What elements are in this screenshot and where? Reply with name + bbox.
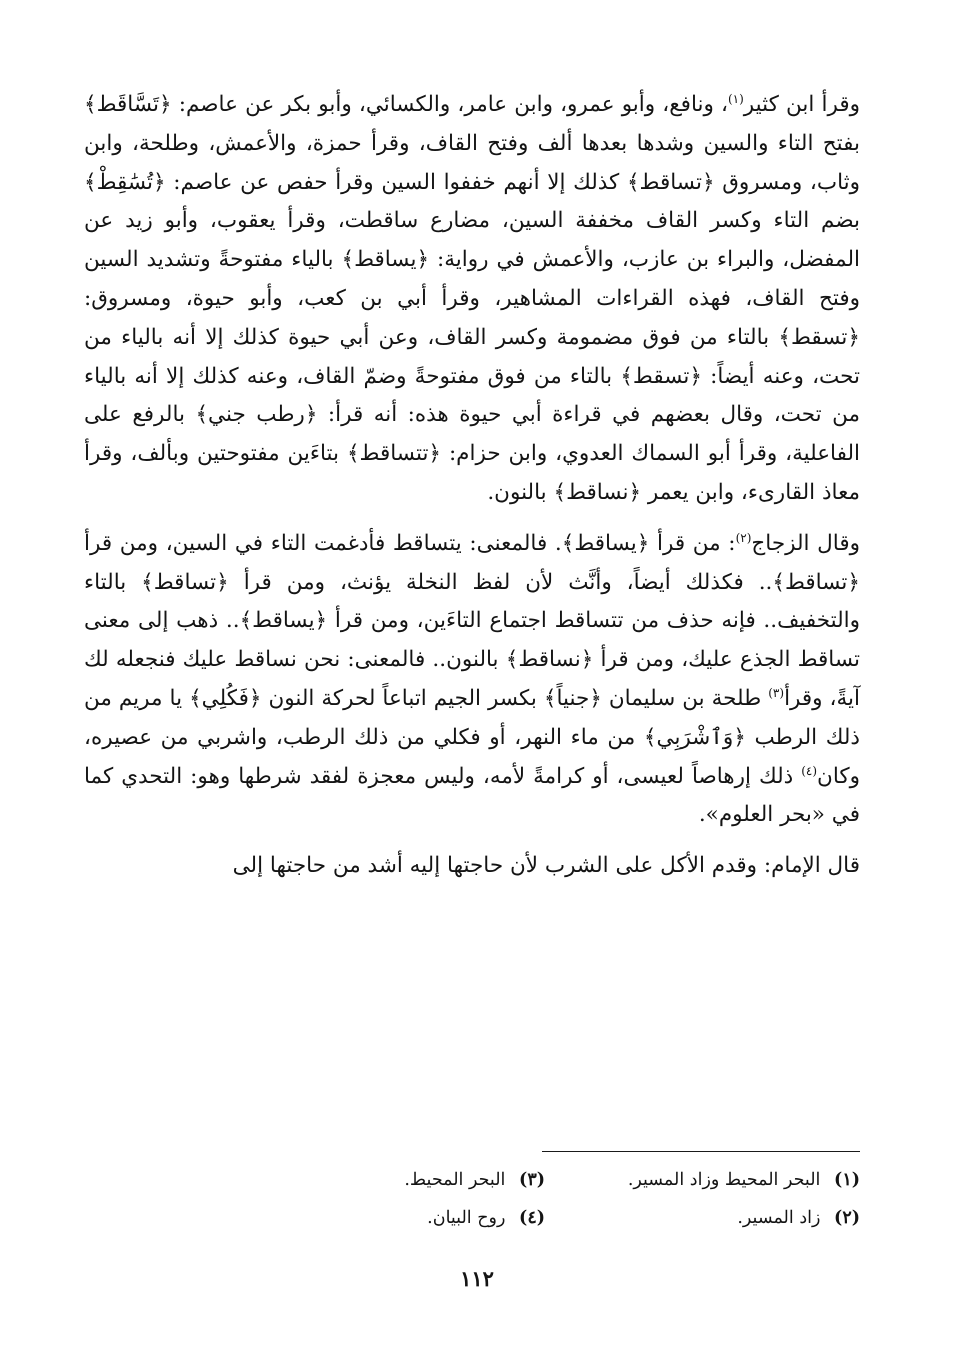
paragraph-imam: قال الإمام: وقدم الأكل على الشرب لأن حاجتها إليه أشد من حاجتها إلى (232, 853, 860, 879)
footnote-text: روح البيان. (427, 1208, 506, 1228)
footnote-ref: (٢) (735, 530, 752, 545)
footnote-ref: (٣) (768, 685, 785, 700)
footnote-item (545, 1204, 860, 1232)
footnote-number: (١) (834, 1170, 860, 1190)
paragraph-text: ، ونافع، وأبو عمرو، وابن عامر، والكسائي، وأبو بكر عن عاصم: ﴿تَسَّاقَط﴾ بفتح التاء والسين وشدها بعدها ألف وفتح القاف، وقرأ حمزة، والأعمش، وطلحة، وابن وثاب، ومسروق ﴿تساقط﴾ كذلك إلا أنهم خففوا السين وقرأ حفص عن عاصم: ﴿تُسَٰقِطْ﴾ بضم التاء وكسر القاف مخففة السين، مضارع ساقطت، وقرأ يعقوب، وأبو زيد عن المفضل، والبراء بن عازب، والأعمش في رواية: ﴿يساقط﴾ بالياء مفتوحةً وتشديد السين وفتح القاف، فهذه القراءات المشاهير، وقرأ أبي بن كعب، وأبو حيوة، ومسروق: ﴿تسقط﴾ بالتاء من فوق مضمومة وكسر القاف، وعن أبي حيوة كذلك إلا أنه بالياء من تحت، وعنه أيضاً: ﴿تسقط﴾ بالتاء من فوق مفتوحةً وضمّ القاف، وعنه كذلك إلا أنه بالياء من تحت، وقال بعضهم في قراءة أبي حيوة هذه: أنه قرأ: ﴿رطب جني﴾ بالرفع على الفاعلية، وقرأ أبو السماك العدوي، وابن حزام: ﴿تتساقط﴾ بتاءَين مفتوحتين وبألف، وقرأ معاذ القارىء، وابن يعمر ﴿نساقط﴾ بالنون. (84, 92, 860, 505)
paragraph-text: : من قرأ ﴿يساقط﴾. فالمعنى: يتساقط فأدغمت التاء في السين، ومن قرأ ﴿تساقط﴾.. فكذلك أيضاً، وأنَّث لأن لفظ النخلة يؤنث، ومن قرأ ﴿تساقط﴾ بالتاء والتخفيف.. فإنه حذف من تتساقط اجتماع التاءَين، ومن قرأ ﴿يساقط﴾.. ذهب إلى معنى تساقط الجذع عليك، ومن قرأ ﴿نساقط﴾ بالنون.. فالمعنى: نحن نساقط عليك فنجعله لك آيةً، وقرأ (84, 530, 860, 711)
paragraph-text: طلحة بن سليمان ﴿جنياً﴾ بكسر الجيم اتباعاً لحركة النون ﴿فَكُلِي﴾ يا مريم من ذلك الرطب ﴿وَٱشْرَبِي﴾ من ماء النهر، أو فكلي من ذلك الرطب، واشربي من عصيره، وكان (84, 685, 860, 789)
footnote-text: البحر المحيط وزاد المسير. (627, 1170, 821, 1190)
footnote-number: (٤) (519, 1208, 545, 1228)
paragraph-qiraat (84, 86, 860, 513)
footnote-text: زاد المسير. (737, 1208, 821, 1228)
footnote-divider (542, 1151, 860, 1152)
footnote-text: البحر المحيط. (404, 1170, 506, 1190)
paragraph-text: ذلك إرهاصاً لعيسى، أو كرامةً لأمه، وليس معجزة لفقد شرطها وهو: التحدي كما في «بحر العلوم». (84, 763, 860, 828)
footnote-number: (٢) (834, 1208, 860, 1228)
footnotes (230, 1166, 860, 1232)
page-body (84, 86, 860, 886)
paragraph-text: وقال الزجاج (751, 530, 860, 556)
footnote-number: (٣) (519, 1170, 545, 1190)
paragraph-text: وقرأ ابن كثير (743, 92, 860, 117)
footnote-ref: (١) (727, 91, 744, 106)
paragraph-zajjaj (84, 525, 860, 835)
footnote-item (230, 1166, 545, 1194)
page-number: ١١٢ (460, 1266, 494, 1291)
footnote-ref: (٤) (801, 763, 818, 778)
footnote-item (230, 1204, 545, 1232)
footnote-item (545, 1166, 860, 1194)
